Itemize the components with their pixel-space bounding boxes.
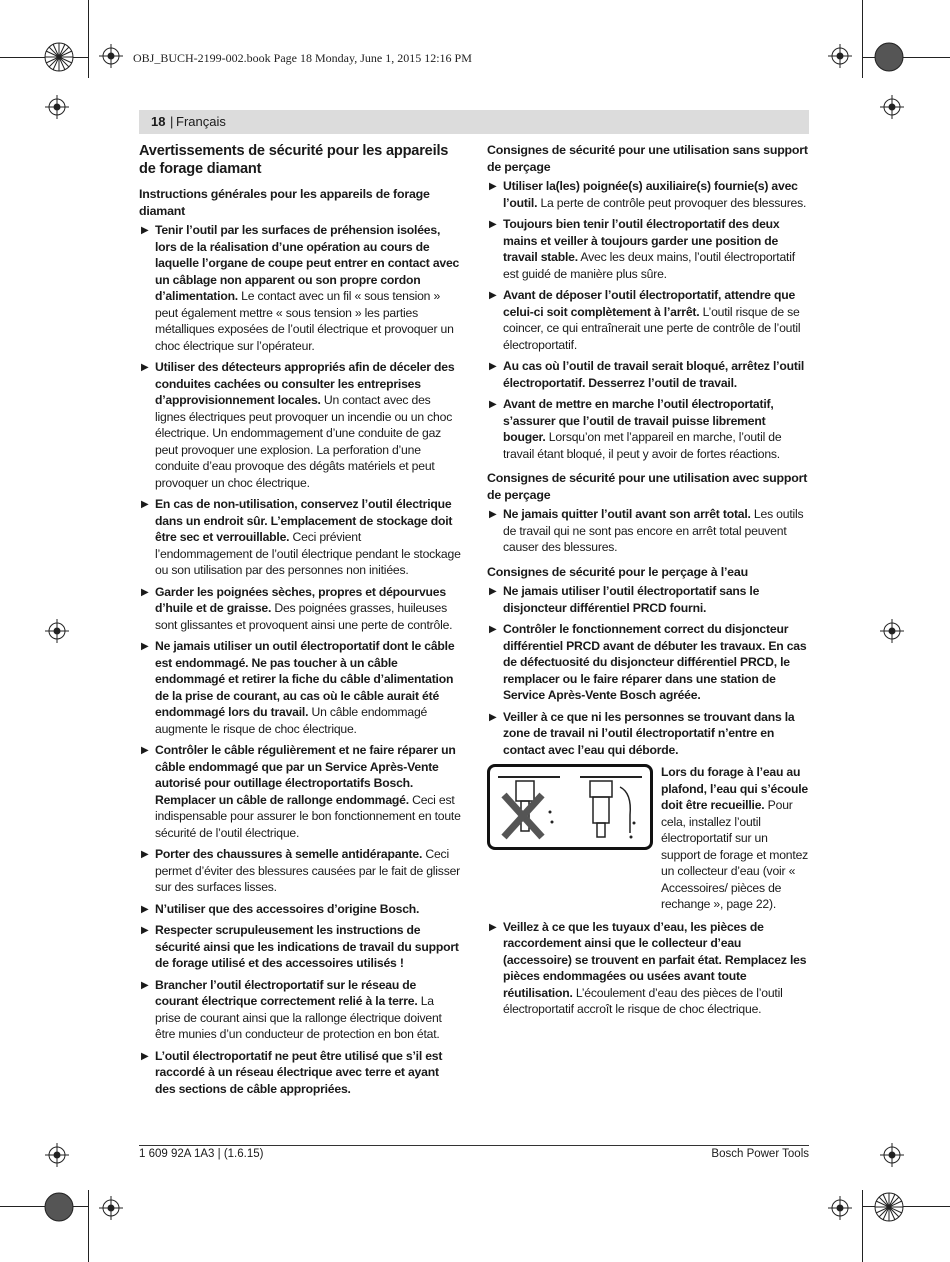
document-code: 1 609 92A 1A3 | (1.6.15): [139, 1148, 264, 1160]
safety-item: [139, 1048, 461, 1098]
safety-item: [139, 638, 461, 737]
figure-block: [487, 764, 809, 913]
section-heading: Consignes de sécurité pour le perçage à l’eau: [487, 564, 748, 579]
brand-label: Bosch Power Tools: [711, 1148, 809, 1160]
safety-item-bold: Toujours bien tenir l’outil électroportatif des deux mains et veiller à toujours garder une position de travail stable.: [503, 217, 780, 264]
safety-item-bold: Veiller à ce que ni les personnes se trouvant dans la zone de travail ni l’outil électroportatif n’entre en contact avec l’eau qui déborde.: [503, 709, 795, 757]
safety-item-text: Le contact avec un fil « sous tension » peut également mettre « sous tension » les parties métalliques exposées de l’outil électrique et provoquer un choc électrique sur l’opérateur.: [155, 289, 454, 353]
registration-mark-icon: [880, 1143, 904, 1167]
figure-caption: [661, 764, 809, 913]
bullet-arrow-icon: ▶: [141, 745, 149, 756]
safety-item-text: Ceci permet d’éviter des blessures causées par le fait de glisser sur des surfaces lisses.: [155, 847, 461, 894]
footer-rule: [139, 1145, 809, 1146]
color-rosette-icon: [44, 42, 74, 72]
safety-item-bold: Avant de déposer l’outil électroportatif, attendre que celui-ci soit complètement à l’arrêt.: [503, 288, 796, 319]
safety-item-bold: Au cas où l’outil de travail serait bloqué, arrêtez l’outil électroportatif. Desserrez l’outil de travail.: [503, 359, 805, 390]
bullet-arrow-icon: ▶: [489, 219, 497, 230]
registration-mark-icon: [99, 1196, 123, 1220]
safety-item-bold: Contrôler le câble régulièrement et ne faire réparer un câble endommagé que par un Service Après-Vente autorisé pour outillage électroportatifs Bosch. Remplacer un câble de rallonge endommagé.: [155, 743, 456, 807]
bullet-arrow-icon: ▶: [489, 624, 497, 635]
safety-item-text: Ceci est indispensable pour assurer le bon fonctionnement en toute sécurité de l’outil électrique.: [155, 792, 461, 840]
registration-mark-icon: [45, 619, 69, 643]
safety-item: [487, 396, 809, 462]
crop-mark: [88, 1190, 89, 1262]
page-number: 18: [151, 114, 166, 129]
safety-item-bold: Brancher l’outil électroportatif sur le réseau de courant électrique correctement relié à la terre.: [155, 977, 418, 1008]
color-rosette-icon: [874, 1192, 904, 1222]
safety-item: [139, 222, 461, 354]
safety-item-text: L’outil risque de se coincer, ce qui entraînerait une perte de contrôle de l’outil électroportatif.: [503, 304, 801, 352]
safety-item: [139, 977, 461, 1043]
safety-item: [139, 901, 461, 918]
ceiling-drilling-illustration: [487, 764, 653, 850]
safety-item-text: Un câble endommagé augmente le risque de choc électrique.: [155, 705, 428, 736]
safety-item-bold: Ne jamais utiliser l’outil électroportatif sans le disjoncteur différentiel PRCD fourni.: [503, 584, 760, 615]
safety-item: [487, 583, 809, 616]
bullet-arrow-icon: ▶: [489, 509, 497, 520]
right-column: [487, 142, 809, 1023]
registration-mark-icon: [880, 95, 904, 119]
bullet-arrow-icon: ▶: [489, 290, 497, 301]
crop-mark: [862, 0, 863, 78]
bullet-arrow-icon: ▶: [141, 225, 149, 236]
safety-item-bold: Respecter scrupuleusement les instructions de sécurité ainsi que les indications de travail du support de forage utilisé et des accessoires utilisés !: [155, 923, 459, 970]
section-subtitle: Instructions générales pour les appareils de forage diamant: [139, 187, 430, 218]
registration-mark-icon: [828, 44, 852, 68]
safety-item: [487, 287, 809, 353]
safety-list: [487, 583, 809, 758]
safety-list: [139, 222, 461, 1097]
bullet-arrow-icon: ▶: [489, 921, 497, 933]
crop-mark: [88, 0, 89, 78]
safety-item: [487, 358, 809, 391]
safety-item: [139, 922, 461, 972]
section-heading: Consignes de sécurité pour une utilisation sans support de perçage: [487, 143, 808, 174]
bullet-arrow-icon: ▶: [141, 1050, 149, 1062]
safety-item: [139, 359, 461, 491]
registration-mark-icon: [45, 1143, 69, 1167]
registration-mark-icon: [45, 95, 69, 119]
header-separator: |: [170, 114, 174, 129]
safety-item-text: Les outils de travail qui ne sont pas encore en arrêt total peuvent causer des blessures.: [503, 507, 804, 554]
bullet-arrow-icon: ▶: [489, 586, 497, 597]
safety-list: [487, 178, 809, 462]
section-heading: Consignes de sécurité pour une utilisation avec support de perçage: [487, 471, 808, 502]
bullet-arrow-icon: ▶: [489, 181, 497, 192]
safety-item-bold: Utiliser des détecteurs appropriés afin de déceler des conduites cachées ou consulter les entreprises d’approvisionnement locales.: [155, 360, 455, 407]
safety-item-text: La perte de contrôle peut provoquer des blessures.: [537, 195, 807, 210]
safety-list: [487, 506, 809, 556]
safety-item-bold: Ne jamais quitter l’outil avant son arrêt total.: [503, 507, 751, 521]
safety-item: [487, 506, 809, 556]
safety-item-text: Ceci prévient l’endommagement de l’outil électrique pendant le stockage ou son utilisation par des personnes non initiées.: [155, 530, 461, 577]
bullet-arrow-icon: ▶: [489, 399, 497, 410]
safety-item: [139, 584, 461, 634]
safety-item-bold: Avant de mettre en marche l’outil électroportatif, s’assurer que l’outil de travail puisse librement bouger.: [503, 397, 774, 444]
bullet-arrow-icon: ▶: [141, 586, 149, 598]
crop-mark: [862, 1190, 863, 1262]
safety-item-text: La prise de courant ainsi que la rallonge électrique doivent être munies d’un conducteur de protection en bon état.: [155, 994, 442, 1041]
safety-item-bold: Utiliser la(les) poignée(s) auxiliaire(s) fournie(s) avec l’outil.: [503, 179, 798, 210]
registration-mark-icon: [880, 619, 904, 643]
language-label: Français: [176, 114, 226, 129]
bullet-arrow-icon: ▶: [489, 711, 497, 723]
safety-item: [487, 709, 809, 759]
safety-item-text: Lorsqu’on met l’appareil en marche, l’outil de travail étant bloqué, il peut y avoir de fortes réactions.: [503, 430, 782, 461]
registration-mark-icon: [828, 1196, 852, 1220]
safety-list: [487, 919, 809, 1018]
bullet-arrow-icon: ▶: [141, 925, 149, 936]
gray-disc-icon: [44, 1192, 74, 1222]
section-title: Avertissements de sécurité pour les appareils de forage diamant: [139, 143, 449, 177]
safety-item-bold: N’utiliser que des accessoires d’origine Bosch.: [155, 901, 420, 916]
safety-item: [139, 846, 461, 896]
safety-item: [487, 621, 809, 704]
safety-item-bold: Contrôler le fonctionnement correct du disjoncteur différentiel PRCD avant de débuter les travaux. En cas de défectuosité du disjoncteur différentiel PRCD, le remplacer ou le faire réparer dans une station de Service Après-Vente Bosch agréée.: [503, 622, 807, 702]
bullet-arrow-icon: ▶: [141, 979, 149, 991]
safety-item-text: Des poignées grasses, huileuses sont glissantes et provoquent ainsi une perte de contrôle.: [155, 601, 453, 632]
bullet-arrow-icon: ▶: [141, 362, 149, 373]
bullet-arrow-icon: ▶: [489, 361, 497, 372]
safety-item: [487, 919, 809, 1018]
safety-item-text: L’écoulement d’eau des pièces de l’outil électroportatif accroît le risque de choc électrique.: [503, 985, 783, 1016]
safety-item: [139, 742, 461, 841]
print-info-line: OBJ_BUCH-2199-002.book Page 18 Monday, June 1, 2015 12:16 PM: [133, 51, 472, 65]
safety-item-text: Avec les deux mains, l’outil électroportatif est guidé de manière plus sûre.: [503, 250, 795, 281]
gray-disc-icon: [874, 42, 904, 72]
page-header: [139, 110, 809, 134]
figure-caption-bold: Lors du forage à l’eau au plafond, l’eau qui s’écoule doit être recueillie.: [661, 765, 808, 812]
safety-item-text: Un contact avec des lignes électriques peut provoquer un incendie ou un choc électrique. Un endommagement d’une conduite de gaz peut provoquer une explosion. La perforation d’une conduite d’eau provoque des dégâts matériels et peut provoquer un choc électrique.: [155, 393, 453, 490]
safety-item-bold: L’outil électroportatif ne peut être utilisé que s’il est raccordé à un réseau électrique avec terre et ayant des sections de câble appropriées.: [155, 1048, 443, 1096]
bullet-arrow-icon: ▶: [141, 849, 149, 860]
figure-caption-text: Pour cela, installez l’outil électroportatif sur un support de forage et montez un collecteur d’eau (voir « Accessoires/ pièces de rechange », page 22).: [661, 798, 809, 911]
safety-item-bold: Garder les poignées sèches, propres et dépourvues d’huile et de graisse.: [155, 584, 446, 615]
bullet-arrow-icon: ▶: [141, 903, 149, 915]
bullet-arrow-icon: ▶: [141, 499, 149, 510]
safety-item-bold: Veillez à ce que les tuyaux d’eau, les pièces de raccordement ainsi que le collecteur d’eau (accessoire) se trouvent en parfait état. Remplacez les pièces endommagées ou usées avant toute réutilisation.: [503, 919, 807, 1000]
left-column: [139, 142, 461, 1102]
bullet-arrow-icon: ▶: [141, 641, 149, 652]
safety-item-bold: Porter des chaussures à semelle antidérapante.: [155, 847, 423, 861]
safety-item: [487, 216, 809, 282]
safety-item-bold: En cas de non-utilisation, conservez l’outil électrique dans un endroit sûr. L’emplacement de stockage doit être sec et verrouillable.: [155, 497, 453, 544]
safety-item-bold: Tenir l’outil par les surfaces de préhension isolées, lors de la réalisation d’une opération au cours de laquelle l’organe de coupe peut entrer en contact avec un câblage non apparent ou son propre cordon d’alimentation.: [155, 223, 460, 303]
safety-item-bold: Ne jamais utiliser un outil électroportatif dont le câble est endommagé. Ne pas toucher à un câble endommagé et retirer la fiche du câble d’alimentation de la prise de courant, au cas où le câble aurait été endommagé lors du travail.: [155, 639, 455, 719]
safety-item: [487, 178, 809, 211]
registration-mark-icon: [99, 44, 123, 68]
safety-item: [139, 496, 461, 579]
